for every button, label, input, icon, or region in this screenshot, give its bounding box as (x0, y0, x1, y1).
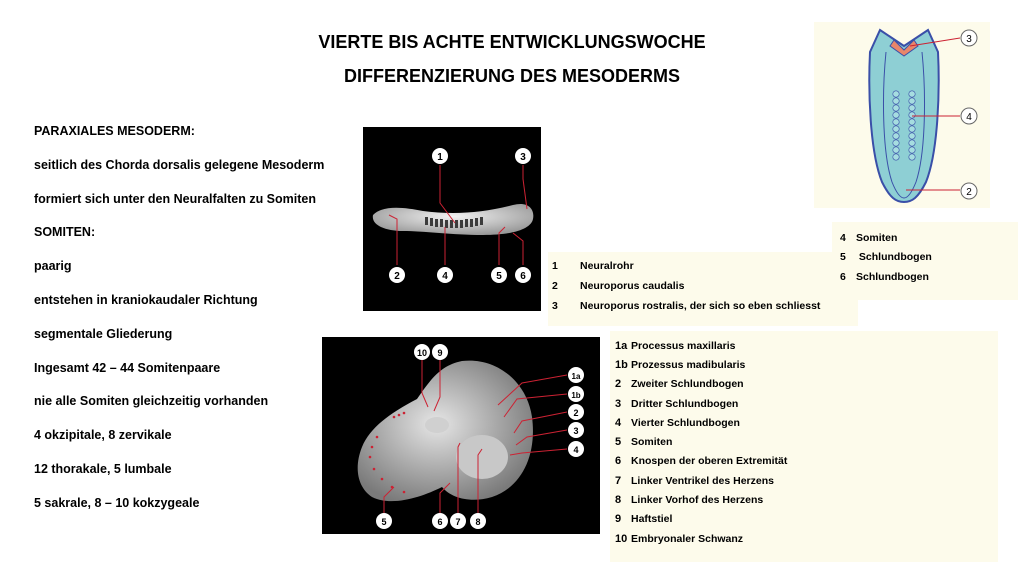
legend-number: 7 (615, 474, 622, 487)
legend-text: Processus maxillaris (631, 339, 736, 352)
left-text-list (34, 123, 364, 529)
legend-number: 1 (552, 260, 558, 272)
callout-label: 5 (381, 517, 387, 527)
legend-text: Knospen der oberen Extremität (631, 455, 788, 468)
legend-text: Haftstiel (631, 513, 673, 526)
legend-row (615, 471, 998, 490)
legend-number: 3 (552, 300, 558, 312)
legend-text: Somiten (856, 231, 898, 244)
legend-text: Vierter Schlundbogen (631, 416, 740, 429)
callout-label: 4 (966, 112, 972, 123)
callout-label: 5 (496, 271, 502, 282)
legend-row (840, 267, 1018, 287)
somite-diagram-illustration (814, 22, 990, 208)
legend-row (615, 432, 998, 451)
legend-number: 1b (615, 358, 628, 371)
legend-embryo-structures (610, 331, 998, 562)
text-line: SOMITEN: (34, 225, 96, 240)
text-line: paarig (34, 259, 72, 274)
embryo-limb-bud (425, 417, 449, 433)
embryo-heart (456, 435, 508, 479)
legend-text: Linker Vorhof des Herzens (631, 494, 764, 507)
callout-label: 3 (520, 152, 526, 163)
title-line-1: VIERTE BIS ACHTE ENTWICKLUNGSWOCHE (318, 32, 706, 52)
callout-label: 7 (455, 517, 461, 527)
legend-text: Dritter Schlundbogen (631, 397, 739, 410)
legend-text: Zweiter Schlundbogen (631, 378, 744, 391)
callout-label: 4 (442, 271, 448, 282)
legend-row (615, 510, 998, 529)
text-line: Ingesamt 42 – 44 Somitenpaare (34, 360, 221, 375)
legend-text: Schlundbogen (856, 251, 932, 264)
legend-text: Linker Ventrikel des Herzens (631, 474, 774, 487)
somite-diagram (814, 22, 990, 208)
legend-row (615, 394, 998, 413)
text-line: seitlich des Chorda dorsalis gelegene Mesoderm (34, 157, 325, 172)
text-line: entstehen in kraniokaudaler Richtung (34, 292, 258, 307)
callout-label: 10 (416, 348, 428, 358)
callout-label: 3 (573, 426, 579, 436)
embryo-image-early (363, 127, 541, 311)
legend-number: 5 (615, 436, 622, 449)
callout-label: 2 (966, 187, 972, 198)
legend-row (840, 228, 1018, 248)
legend-text: Schlundbogen (856, 270, 929, 283)
legend-number: 1a (615, 339, 628, 352)
legend-number: 4 (615, 416, 622, 429)
embryo-early-illustration (363, 127, 541, 311)
legend-row (615, 529, 998, 548)
legend-neural (548, 252, 858, 326)
text-line: 4 okzipitale, 8 zervikale (34, 428, 172, 443)
legend-row (615, 336, 998, 355)
callout-label: 1 (437, 152, 443, 163)
legend-number: 2 (615, 378, 622, 391)
legend-number: 5 (840, 251, 846, 264)
legend-text: Neuroporus caudalis (580, 280, 685, 292)
legend-text: Neuralrohr (580, 260, 634, 272)
legend-row (615, 375, 998, 394)
text-line: segmentale Gliederung (34, 326, 173, 341)
callout-label: 2 (394, 271, 400, 282)
text-line: PARAXIALES MESODERM: (34, 124, 195, 138)
text-line: formiert sich unter den Neuralfalten zu Somiten (34, 191, 316, 206)
callout-label: 4 (573, 445, 579, 455)
embryo-body (358, 361, 533, 502)
legend-row (552, 296, 858, 316)
title-line-2: DIFFERENZIERUNG DES MESODERMS (343, 66, 681, 86)
embryo-later-illustration (322, 337, 600, 534)
callout-label: 1b (571, 391, 581, 400)
callout-label: 6 (437, 517, 443, 527)
legend-row (615, 355, 998, 374)
legend-text: Embryonaler Schwanz (631, 532, 744, 545)
callout-label: 6 (520, 271, 526, 282)
text-line: 5 sakrale, 8 – 10 kokzygeale (34, 495, 200, 510)
legend-row (615, 413, 998, 432)
legend-row (615, 490, 998, 509)
callout-label: 8 (475, 517, 481, 527)
legend-row (840, 248, 1018, 268)
legend-text: Somiten (631, 436, 673, 449)
callout-label: 3 (966, 34, 972, 45)
legend-somites (832, 222, 1018, 300)
embryo-image-later (322, 337, 600, 534)
callout-label: 2 (573, 408, 579, 418)
legend-number: 10 (615, 532, 628, 545)
legend-text: Neuroporus rostralis, der sich so eben schliesst (580, 300, 821, 312)
legend-number: 9 (615, 513, 622, 526)
legend-text: Prozessus madibularis (631, 358, 746, 371)
text-line: nie alle Somiten gleichzeitig vorhanden (34, 394, 269, 409)
diagram-callouts (961, 30, 977, 199)
legend-number: 6 (615, 455, 622, 468)
callout-label: 1a (571, 372, 581, 381)
legend-row (615, 452, 998, 471)
legend-row (552, 276, 858, 296)
legend-number: 8 (615, 494, 622, 507)
callout-label: 9 (437, 348, 443, 358)
legend-number: 4 (840, 231, 846, 244)
legend-number: 2 (552, 280, 558, 292)
text-line: 12 thorakale, 5 lumbale (34, 461, 172, 476)
legend-number: 3 (615, 397, 622, 410)
legend-number: 6 (840, 270, 846, 283)
legend-row (552, 256, 858, 276)
